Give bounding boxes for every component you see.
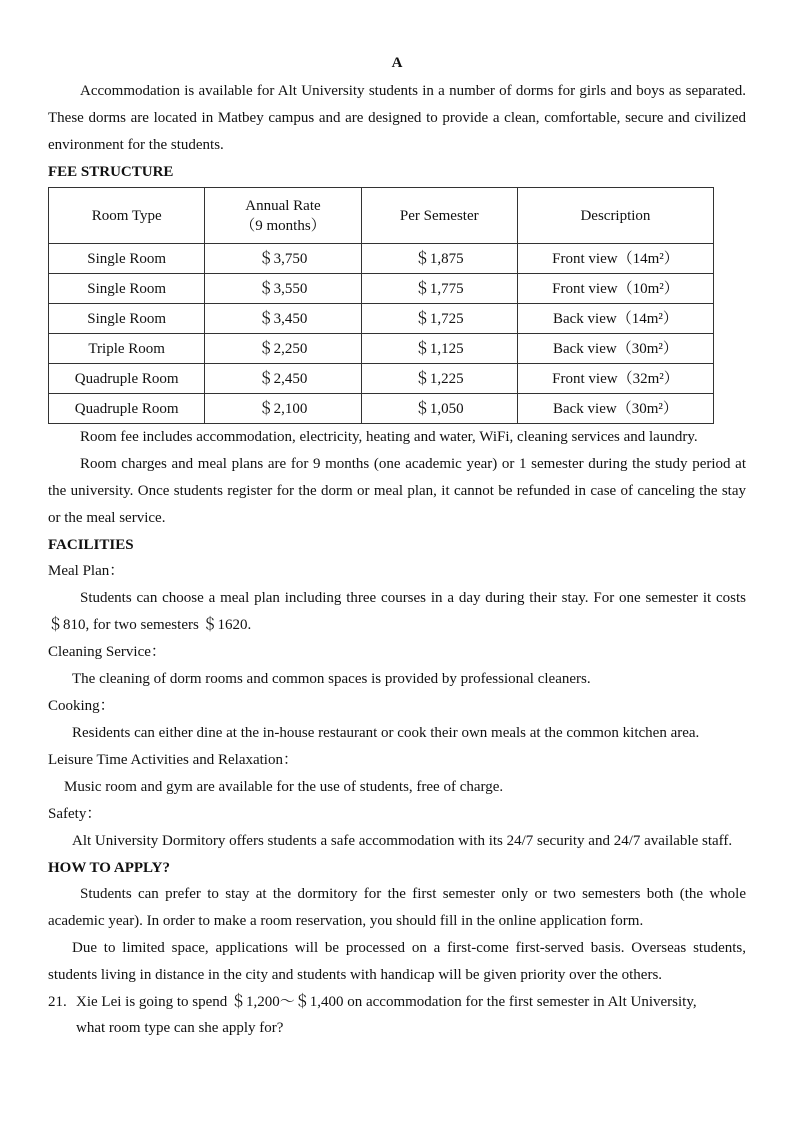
table-row xyxy=(49,304,714,334)
cell-room-type: Quadruple Room xyxy=(49,394,205,424)
header-per-semester: Per Semester xyxy=(361,188,517,244)
section-letter: A xyxy=(391,55,403,71)
how-to-apply-heading: HOW TO APPLY? xyxy=(48,860,170,876)
cell-description: Back view（30m²） xyxy=(517,334,713,364)
cell-per-semester: ＄1,125 xyxy=(361,334,517,364)
fee-note-refund: Room charges and meal plans are for 9 months (one academic year) or 1 semester during the study period at the university. Once students register for the dorm or meal plan, it cannot be refunded in case of canceling the stay or the meal service. xyxy=(48,456,746,526)
cleaning-service-label: Cleaning Service： xyxy=(48,644,166,660)
fee-table xyxy=(48,187,714,424)
question-text-1: Xie Lei is going to spend ＄1,200～＄1,400 on accommodation for the first semester in Alt University, xyxy=(76,994,697,1010)
cooking-label: Cooking： xyxy=(48,698,115,714)
cell-annual-rate: ＄3,450 xyxy=(205,304,361,334)
fee-table-header-row xyxy=(49,188,714,244)
facilities-heading: FACILITIES xyxy=(48,537,134,553)
table-row xyxy=(49,334,714,364)
question-line-1 xyxy=(48,989,746,1015)
cell-room-type: Triple Room xyxy=(49,334,205,364)
question-21 xyxy=(48,989,746,1041)
leisure-text: Music room and gym are available for the use of students, free of charge. xyxy=(64,779,504,795)
cleaning-service-text: The cleaning of dorm rooms and common spaces is provided by professional cleaners. xyxy=(72,671,591,687)
cell-annual-rate: ＄3,750 xyxy=(205,244,361,274)
fee-note-included: Room fee includes accommodation, electricity, heating and water, WiFi, cleaning services and laundry. xyxy=(80,429,698,445)
cell-annual-rate: ＄3,550 xyxy=(205,274,361,304)
cell-per-semester: ＄1,725 xyxy=(361,304,517,334)
cell-per-semester: ＄1,225 xyxy=(361,364,517,394)
cell-per-semester: ＄1,875 xyxy=(361,244,517,274)
cell-description: Front view（14m²） xyxy=(517,244,713,274)
cell-room-type: Single Room xyxy=(49,274,205,304)
meal-plan-text: Students can choose a meal plan including three courses in a day during their stay. For one semester it costs ＄810, for two semesters ＄1620. xyxy=(48,590,746,633)
meal-plan-label: Meal Plan： xyxy=(48,563,125,579)
leisure-label: Leisure Time Activities and Relaxation： xyxy=(48,752,298,768)
table-row xyxy=(49,394,714,424)
table-row xyxy=(49,244,714,274)
header-annual-rate-label: Annual Rate xyxy=(245,197,321,214)
cell-room-type: Single Room xyxy=(49,244,205,274)
apply-paragraph-1: Students can prefer to stay at the dormitory for the first semester only or two semesters both (the whole academic year). In order to make a room reservation, you should fill in the online application form. xyxy=(48,886,746,929)
cell-description: Front view（32m²） xyxy=(517,364,713,394)
apply-paragraph-2: Due to limited space, applications will be processed on a first-come first-served basis. Overseas students, students living in distance in the city and students with handicap will be given priority over the others. xyxy=(48,940,746,983)
question-text-2: what room type can she apply for? xyxy=(76,1020,284,1036)
document-page xyxy=(48,52,746,1041)
cell-description: Back view（30m²） xyxy=(517,394,713,424)
cell-annual-rate: ＄2,450 xyxy=(205,364,361,394)
cell-description: Front view（10m²） xyxy=(517,274,713,304)
header-description: Description xyxy=(517,188,713,244)
fee-structure-heading: FEE STRUCTURE xyxy=(48,164,174,180)
cell-room-type: Quadruple Room xyxy=(49,364,205,394)
cell-per-semester: ＄1,775 xyxy=(361,274,517,304)
header-annual-rate xyxy=(205,188,361,244)
cell-description: Back view（14m²） xyxy=(517,304,713,334)
cell-per-semester: ＄1,050 xyxy=(361,394,517,424)
cell-room-type: Single Room xyxy=(49,304,205,334)
safety-text: Alt University Dormitory offers students a safe accommodation with its 24/7 security and 24/7 available staff. xyxy=(72,833,733,849)
cell-annual-rate: ＄2,100 xyxy=(205,394,361,424)
table-row xyxy=(49,364,714,394)
table-row xyxy=(49,274,714,304)
intro-paragraph: Accommodation is available for Alt University students in a number of dorms for girls and boys as separated. These dorms are located in Matbey campus and are designed to provide a clean, comfortable, secure and civilized environment for the students. xyxy=(48,83,746,153)
cell-annual-rate: ＄2,250 xyxy=(205,334,361,364)
header-room-type: Room Type xyxy=(49,188,205,244)
header-annual-rate-note: （9 months） xyxy=(240,217,326,234)
safety-label: Safety： xyxy=(48,806,102,822)
question-number: 21. xyxy=(48,994,67,1010)
cooking-text: Residents can either dine at the in-house restaurant or cook their own meals at the common kitchen area. xyxy=(72,725,700,741)
